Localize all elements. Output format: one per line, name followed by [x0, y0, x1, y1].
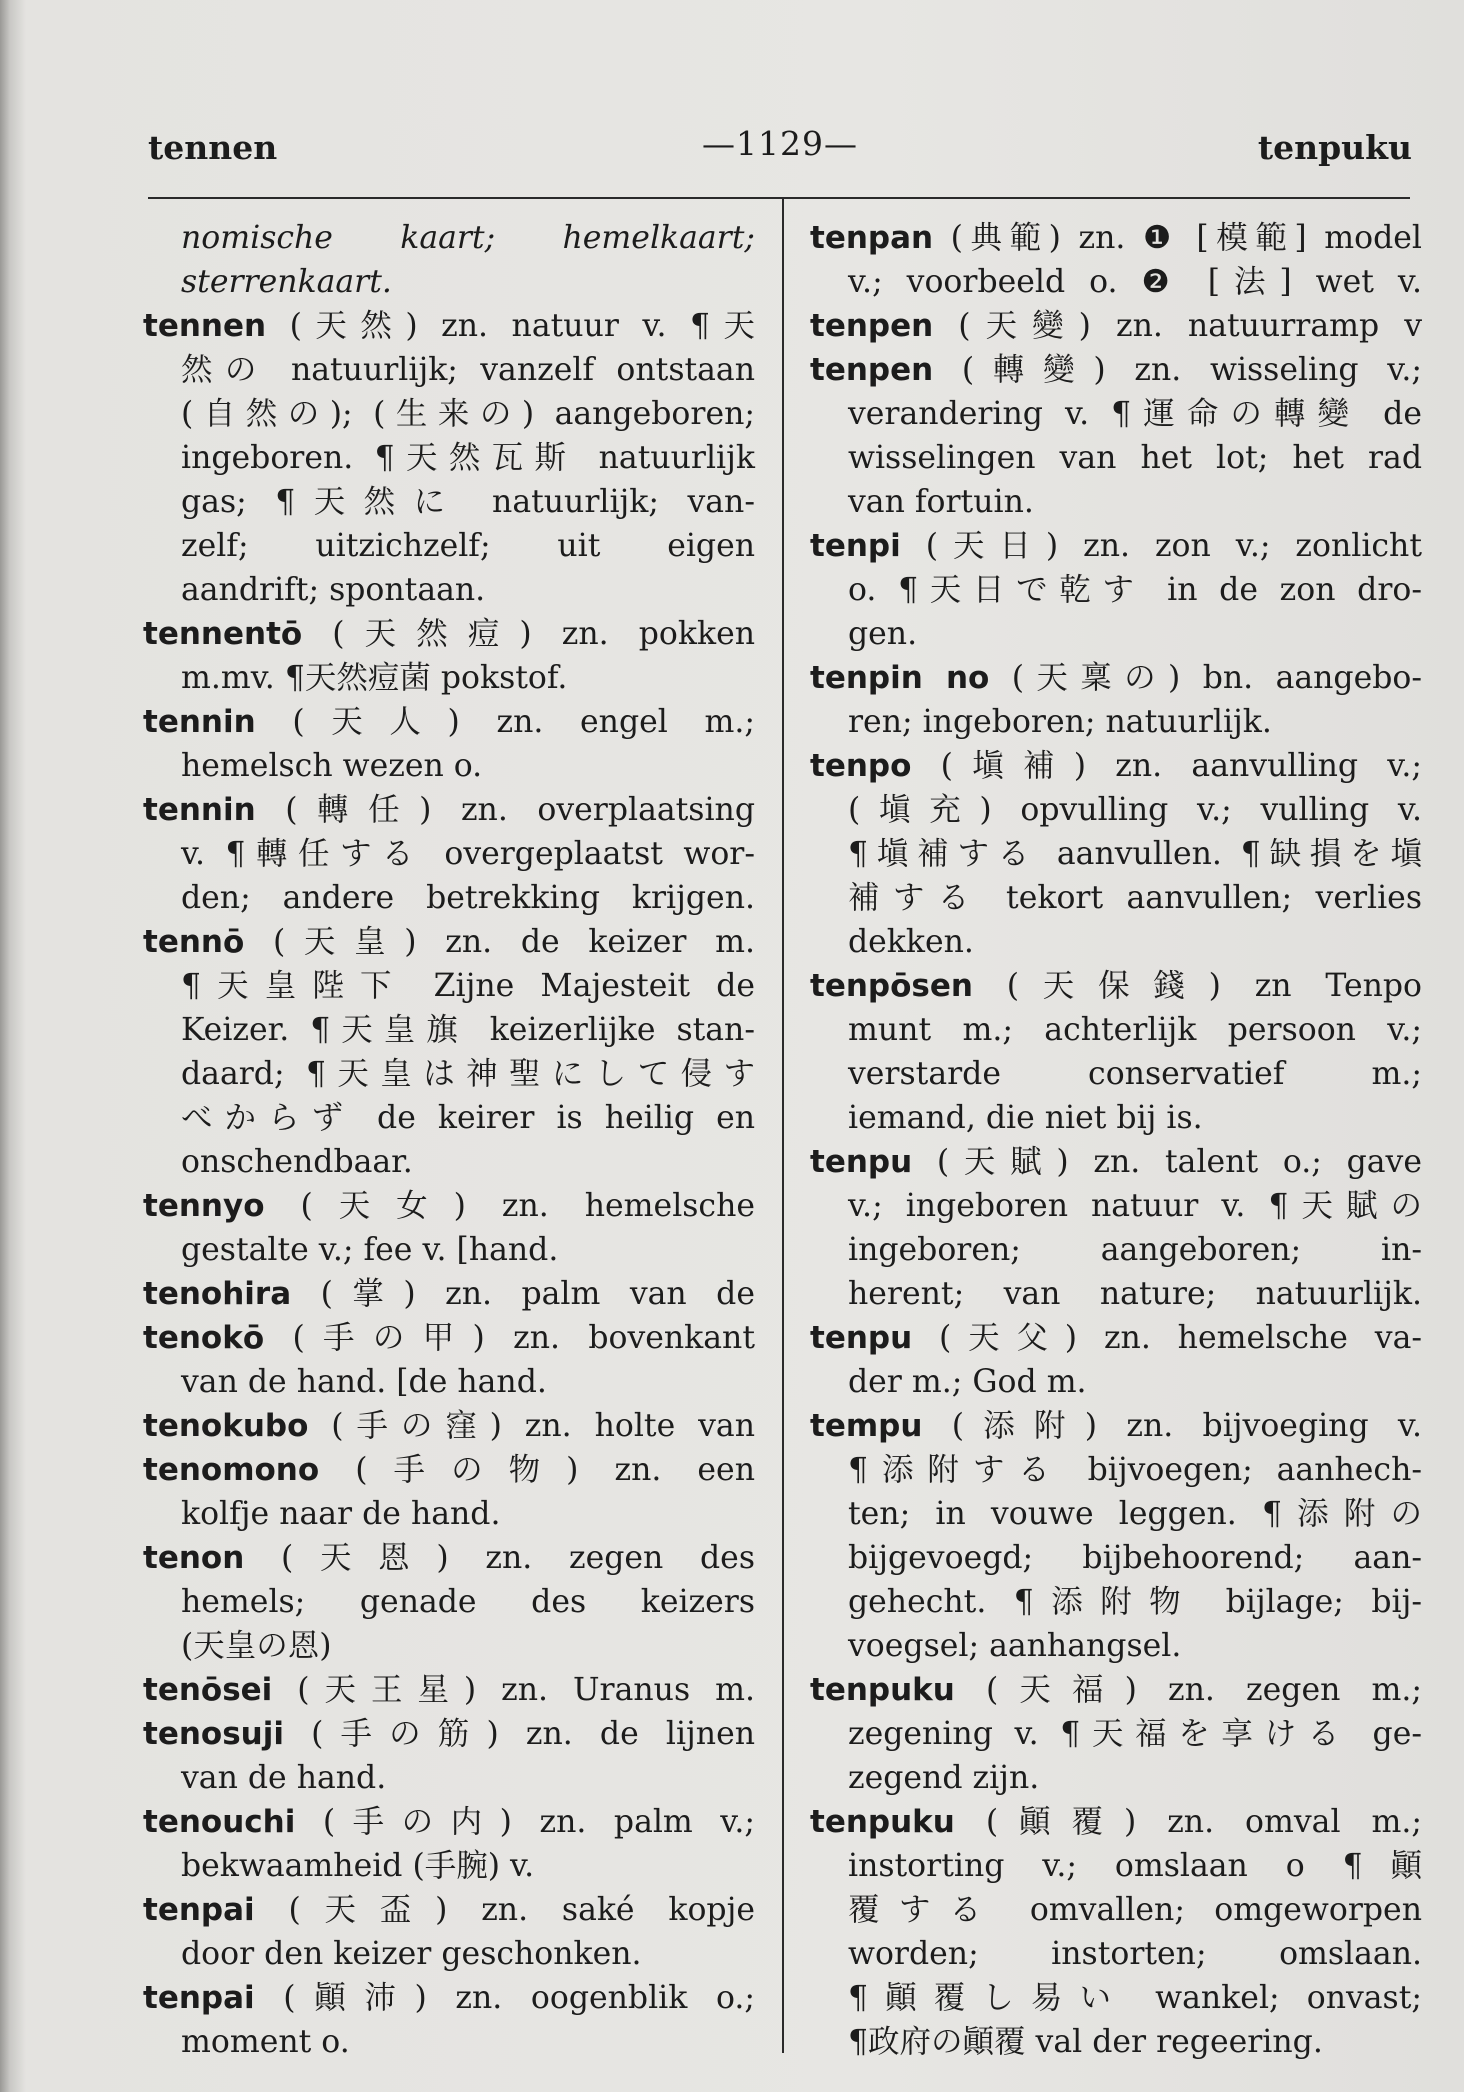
headword: tenomono: [143, 1452, 320, 1488]
entry-line: tenpi (天日) zn. zon v.; zonlicht: [810, 528, 1422, 564]
entry-line: tenpo (塡補) zn. aanvulling v.;: [810, 748, 1422, 784]
headword: tenpan: [810, 220, 934, 256]
entry-line: gestalte v.; fee v. [hand.: [181, 1232, 559, 1268]
entry-line: tennō (天皇) zn. de keizer m.: [143, 924, 755, 960]
entry-line: ingeboren. ¶天然瓦斯 natuurlijk: [181, 440, 755, 476]
headword: tenpuku: [810, 1804, 955, 1840]
entry-line: zegening v. ¶天福を享ける ge-: [848, 1716, 1422, 1752]
entry-line: ¶顚覆し易い wankel; onvast;: [848, 1980, 1422, 2016]
entry-line: tenpu (天父) zn. hemelsche va-: [810, 1320, 1422, 1356]
entry-line: tenpai (顚沛) zn. oogenblik o.;: [143, 1980, 755, 2016]
headword: tenpo: [810, 748, 912, 784]
entry-line: (塡充) opvulling v.; vulling v.: [848, 792, 1422, 828]
entry-line: tenokubo (手の窪) zn. holte van: [143, 1408, 755, 1444]
entry-line: ren; ingeboren; natuurlijk.: [848, 704, 1272, 740]
entry-line: worden; instorten; omslaan.: [848, 1936, 1422, 1972]
entry-line: tenpuku (顚覆) zn. omval m.;: [810, 1804, 1422, 1840]
entry-line: べからず de keirer is heilig en: [181, 1100, 755, 1136]
headword: tenpuku: [810, 1672, 955, 1708]
entry-line: tenpin no (天稟の) bn. aangebo-: [810, 660, 1422, 696]
page-header: [148, 124, 1412, 178]
entry-line: iemand, die niet bij is.: [848, 1100, 1203, 1136]
entry-line: bijgevoegd; bijbehoorend; aan-: [848, 1540, 1422, 1576]
entry-line: tenon (天恩) zn. zegen des: [143, 1540, 755, 1576]
headword: tempu: [810, 1408, 923, 1444]
headword: tenon: [143, 1540, 245, 1576]
headword: tenpai: [143, 1892, 255, 1928]
headword: tenpai: [143, 1980, 255, 2016]
entry-line: aandrift; spontaan.: [181, 572, 486, 608]
entry-line: tenpu (天賦) zn. talent o.; gave: [810, 1144, 1422, 1180]
entry-line: bekwaamheid (手腕) v.: [181, 1848, 535, 1884]
entry-line: tenōsei (天王星) zn. Uranus m.: [143, 1672, 755, 1708]
entry-line: van de hand.: [181, 1760, 387, 1796]
entry-line: tenohira (掌) zn. palm van de: [143, 1276, 755, 1312]
entry-line: van de hand. [de hand.: [181, 1364, 547, 1400]
entry-line: tenokō (手の甲) zn. bovenkant: [143, 1320, 755, 1356]
entry-line: v.; voorbeeld o. ❷ [法] wet v.: [848, 264, 1422, 300]
entry-line: zelf; uitzichzelf; uit eigen: [181, 528, 755, 564]
entry-line: van fortuin.: [848, 484, 1034, 520]
entry-line: kolfje naar de hand.: [181, 1496, 501, 1532]
entry-line: gehecht. ¶添附物 bijlage; bij-: [848, 1584, 1422, 1620]
entry-line: ten; in vouwe leggen. ¶添附の: [848, 1496, 1422, 1532]
headword: tenpōsen: [810, 968, 973, 1004]
left-guide-word: tennen: [148, 128, 278, 167]
entry-line: (天皇の恩): [181, 1628, 332, 1664]
headword: tenohira: [143, 1276, 292, 1312]
entry-line: tennin (轉任) zn. overplaatsing: [143, 792, 755, 828]
entry-line: moment o.: [181, 2024, 350, 2060]
headword: tenpu: [810, 1320, 913, 1356]
entry-line: tenpen (天變) zn. natuurramp v: [810, 308, 1422, 344]
entry-line: tempu (添附) zn. bijvoeging v.: [810, 1408, 1422, 1444]
headword: tennin: [143, 792, 256, 828]
entry-line: tenpen (轉變) zn. wisseling v.;: [810, 352, 1422, 388]
headword: tenōsei: [143, 1672, 273, 1708]
headword: tennyo: [143, 1188, 265, 1224]
headword: tennin: [143, 704, 256, 740]
entry-line: tenpōsen (天保錢) zn Tenpo: [810, 968, 1422, 1004]
entry-line: 然の natuurlijk; vanzelf ontstaan: [181, 352, 755, 388]
header-rule: [148, 197, 1410, 199]
entry-line: onschendbaar.: [181, 1144, 413, 1180]
entry-line: munt m.; achterlijk persoon v.;: [848, 1012, 1422, 1048]
entry-line: wisselingen van het lot; het rad: [848, 440, 1422, 476]
entry-line: nomische kaart; hemelkaart;: [181, 220, 755, 256]
headword: tenokō: [143, 1320, 265, 1356]
entry-line: 覆する omvallen; omgeworpen: [848, 1892, 1422, 1928]
column-divider: [782, 198, 784, 2053]
entry-line: zegend zijn.: [848, 1760, 1040, 1796]
headword: tennō: [143, 924, 245, 960]
entry-line: tenpuku (天福) zn. zegen m.;: [810, 1672, 1422, 1708]
headword: tennen: [143, 308, 267, 344]
entry-line: m.mv. ¶天然痘菌 pokstof.: [181, 660, 568, 696]
entry-line: tennen (天然) zn. natuur v. ¶天: [143, 308, 755, 344]
entry-line: hemelsch wezen o.: [181, 748, 483, 784]
entry-line: den; andere betrekking krijgen.: [181, 880, 755, 916]
entry-line: ingeboren; aangeboren; in-: [848, 1232, 1422, 1268]
entry-line: tenpai (天盃) zn. saké kopje: [143, 1892, 755, 1928]
entry-line: instorting v.; omslaan o ¶顚: [848, 1848, 1422, 1884]
entry-line: ¶天皇陛下 Zijne Majesteit de: [181, 968, 755, 1004]
entry-line: ¶塡補する aanvullen. ¶缺損を塡: [848, 836, 1422, 872]
entry-line: gen.: [848, 616, 918, 652]
entry-line: ¶添附する bijvoegen; aanhech-: [848, 1452, 1422, 1488]
headword: tenosuji: [143, 1716, 284, 1752]
entry-line: v.; ingeboren natuur v. ¶天賦の: [848, 1188, 1422, 1224]
headword: tenouchi: [143, 1804, 296, 1840]
headword: tenpin no: [810, 660, 990, 696]
entry-line: gas; ¶天然に natuurlijk; van-: [181, 484, 755, 520]
entry-line: (自然の); (生来の) aangeboren;: [181, 396, 755, 432]
entry-line: tennin (天人) zn. engel m.;: [143, 704, 755, 740]
entry-line: sterrenkaart.: [181, 264, 392, 300]
entry-line: herent; van nature; natuurlijk.: [848, 1276, 1422, 1312]
entry-line: o. ¶天日で乾す in de zon dro-: [848, 572, 1422, 608]
headword: tenpen: [810, 308, 934, 344]
entry-line: tenomono (手の物) zn. een: [143, 1452, 755, 1488]
entry-line: tenouchi (手の内) zn. palm v.;: [143, 1804, 755, 1840]
right-column: [810, 216, 1422, 2064]
entry-line: verstarde conservatief m.;: [848, 1056, 1422, 1092]
left-column: [143, 216, 755, 2064]
entry-line: 補する tekort aanvullen; verlies: [848, 880, 1422, 916]
entry-line: door den keizer geschonken.: [181, 1936, 642, 1972]
right-guide-word: tenpuku: [1257, 128, 1412, 167]
headword: tenokubo: [143, 1408, 309, 1444]
entry-line: verandering v. ¶運命の轉變 de: [848, 396, 1422, 432]
entry-line: tenpan (典範) zn. ❶ [模範] model: [810, 220, 1422, 256]
entry-line: hemels; genade des keizers: [181, 1584, 755, 1620]
entry-line: der m.; God m.: [848, 1364, 1087, 1400]
headword: tenpu: [810, 1144, 913, 1180]
entry-line: tenosuji (手の筋) zn. de lijnen: [143, 1716, 755, 1752]
entry-line: ¶政府の顚覆 val der regeering.: [848, 2024, 1323, 2060]
entry-line: daard; ¶天皇は神聖にして侵す: [181, 1056, 755, 1092]
entry-line: dekken.: [848, 924, 974, 960]
headword: tenpi: [810, 528, 901, 564]
headword: tenpen: [810, 352, 934, 388]
page-number: —1129—: [702, 124, 858, 163]
entry-line: voegsel; aanhangsel.: [848, 1628, 1182, 1664]
headword: tennentō: [143, 616, 303, 652]
entry-line: tennyo (天女) zn. hemelsche: [143, 1188, 755, 1224]
entry-line: Keizer. ¶天皇旗 keizerlijke stan-: [181, 1012, 755, 1048]
entry-line: tennentō (天然痘) zn. pokken: [143, 616, 755, 652]
entry-line: v. ¶轉任する overgeplaatst wor-: [181, 836, 755, 872]
